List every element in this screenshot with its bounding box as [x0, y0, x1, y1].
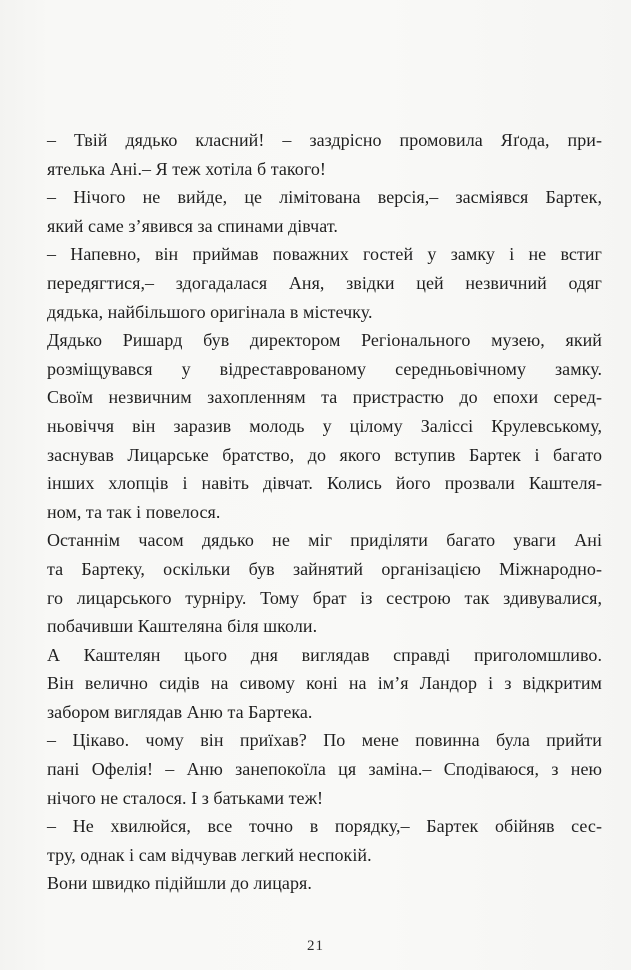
- paragraph: [47, 726, 602, 812]
- paragraph: [47, 240, 602, 326]
- text-line: Дядько Ришард був директором Регіонального музею, який: [47, 330, 602, 351]
- text-line: дядька, найбільшого оригінала в містечку.: [47, 301, 373, 322]
- paragraph: [47, 183, 602, 240]
- text-line: пані Офелія! – Аню занепокоїла ця заміна.– Сподіваюся, з нею: [47, 759, 602, 780]
- text-line: – Напевно, він приймав поважних гостей у замку і не встиг: [47, 244, 602, 265]
- text-line: Своїм незвичним захопленням та пристрастю до епохи серед-: [47, 387, 602, 408]
- paragraph: [47, 326, 602, 526]
- paragraph: [47, 126, 602, 183]
- paragraph: [47, 641, 602, 727]
- text-line: інших хлопців і навіть дівчат. Колись його прозвали Каштеля-: [47, 473, 602, 494]
- text-line: заснував Лицарське братство, до якого вступив Бартек і багато: [47, 444, 602, 465]
- text-line: го лицарського турніру. Тому брат із сестрою так здивувалися,: [47, 587, 602, 608]
- text-line: тру, однак і сам відчував легкий неспокій.: [47, 844, 372, 865]
- text-line: Він велично сидів на сивому коні на ім’я Ландор і з відкритим: [47, 673, 602, 694]
- paragraph: [47, 869, 602, 898]
- text-line: забором виглядав Аню та Бартека.: [47, 701, 313, 722]
- text-line: Вони швидко підійшли до лицаря.: [47, 873, 312, 894]
- paragraph: [47, 812, 602, 869]
- body-text: [47, 126, 602, 898]
- text-line: ятелька Ані.– Я теж хотіла б такого!: [47, 158, 326, 179]
- text-line: Останнім часом дядько не міг приділяти багато уваги Ані: [47, 530, 602, 551]
- text-line: розміщувався у відреставрованому середньовічному замку.: [47, 358, 602, 379]
- text-line: – Цікаво. чому він приїхав? По мене повинна була прийти: [47, 730, 602, 751]
- text-line: – Твій дядько класний! – заздрісно промовила Яґода, при-: [47, 130, 602, 150]
- text-line: – Нічого не вийде, це лімітована версія,– засміявся Бартек,: [47, 187, 602, 208]
- text-line: А Каштелян цього дня виглядав справді приголомшливо.: [47, 644, 602, 665]
- text-line: побачивши Каштеляна біля школи.: [47, 616, 318, 637]
- text-line: ньовіччя він заразив молодь у цілому Заліссі Крулевському,: [47, 415, 602, 436]
- text-line: нічого не сталося. І з батьками теж!: [47, 787, 324, 808]
- text-line: ном, та так і повелося.: [47, 501, 221, 522]
- text-line: та Бартеку, оскільки був зайнятий організацією Міжнародно-: [47, 558, 602, 579]
- text-line: який саме з’явився за спинами дівчат.: [47, 215, 338, 236]
- page-number: 21: [307, 938, 324, 954]
- text-line: – Не хвилюйся, все точно в порядку,– Бартек обійняв сес-: [47, 816, 602, 837]
- paragraph: [47, 526, 602, 640]
- text-line: передягтися,– здогадалася Аня, звідки цей незвичний одяг: [47, 272, 602, 293]
